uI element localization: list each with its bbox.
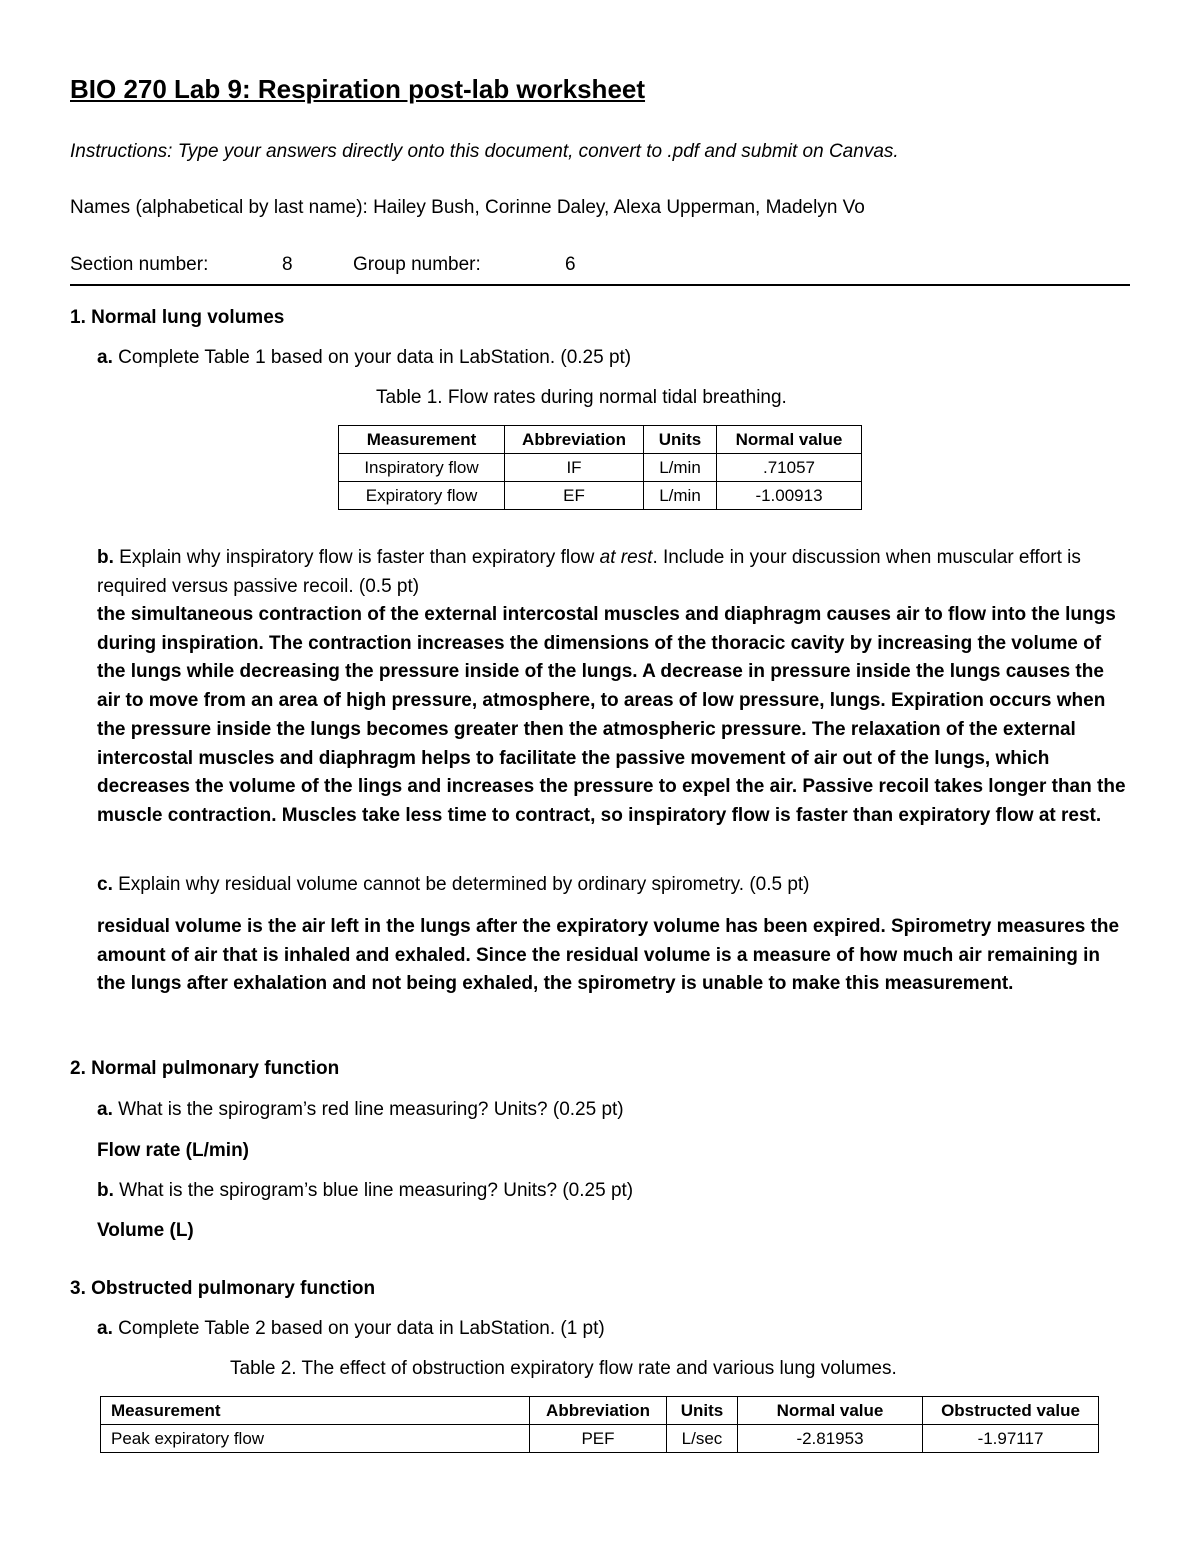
table1-header-cell: Abbreviation [505, 426, 644, 454]
q1b-text-end: . Include in your discussion when muscular effort is required versus passive recoil. (0.5 pt) [97, 547, 1081, 597]
instructions-text: Instructions: Type your answers directly onto this document, convert to .pdf and submit on Canvas. [70, 141, 899, 162]
table2 [100, 1396, 1099, 1453]
group-value: 6 [565, 254, 576, 275]
table-cell: PEF [530, 1425, 667, 1453]
table-row [339, 454, 862, 482]
q1b-marker: b. [97, 547, 114, 568]
q2b-answer: Volume (L) [97, 1220, 194, 1241]
q1c-answer: residual volume is the air left in the lungs after the expiratory volume has been expired. Spirometry measures the amount of air that is inhaled and exhaled. Since the residual volume is a measure of how much air remaining in the lungs after exhalation and not being exhaled, the spirometry is unable to make this measurement. [97, 916, 1120, 995]
table2-header-cell: Measurement [101, 1397, 530, 1425]
q3a-prompt [97, 1318, 605, 1340]
q2a-text: What is the spirogram’s red line measuring? Units? (0.25 pt) [112, 1099, 624, 1120]
q1c-text: Explain why residual volume cannot be determined by ordinary spirometry. (0.5 pt) [112, 874, 810, 895]
q1b-answer: the simultaneous contraction of the external intercostal muscles and diaphragm causes air to flow into the lungs during inspiration. The contraction increases the dimensions of the thoracic cavity by increasing the volume of the lungs while decreasing the pressure inside of the lungs. A decrease in pressure inside the lungs causes the air to move from an area of high pressure, atmosphere, to areas of low pressure, lungs. Expiration occurs when the pressure inside the lungs becomes greater then the atmospheric pressure. The relaxation of the external intercostal muscles and diaphragm helps to facilitate the passive movement of air out of the lungs, which decreases the volume of the lings and increases the pressure to expel the air. Passive recoil takes longer than the muscle contraction. Muscles take less time to contract, so inspiratory flow is faster than expiratory flow at rest. [97, 604, 1126, 826]
table-cell: EF [505, 482, 644, 510]
q2a-marker: a. [97, 1099, 113, 1120]
q1b-prompt [97, 544, 1132, 601]
table1 [338, 425, 862, 510]
q2b-prompt [97, 1180, 633, 1202]
section-group-row [70, 254, 1130, 286]
table1-header-cell: Measurement [339, 426, 505, 454]
section-value: 8 [282, 254, 293, 275]
q1-heading: 1. Normal lung volumes [70, 307, 285, 328]
table-row [339, 482, 862, 510]
table-cell: Peak expiratory flow [101, 1425, 530, 1453]
q1a-text: Complete Table 1 based on your data in LabStation. (0.25 pt) [112, 347, 632, 368]
names-line: Names (alphabetical by last name): Hailey Bush, Corinne Daley, Alexa Upperman, Madelyn Vo [70, 197, 865, 218]
table1-caption: Table 1. Flow rates during normal tidal breathing. [376, 387, 787, 408]
section-label: Section number: [70, 254, 209, 275]
table1-header-row [339, 426, 862, 454]
q1b-text-italic: at rest [599, 547, 653, 568]
table-cell: L/min [644, 454, 717, 482]
q1b-text: Explain why inspiratory flow is faster than expiratory flow [113, 547, 600, 568]
table1-header-cell: Normal value [717, 426, 862, 454]
q2-heading: 2. Normal pulmonary function [70, 1058, 340, 1079]
table-cell: .71057 [717, 454, 862, 482]
q1a-marker: a. [97, 347, 113, 368]
table2-header-cell: Normal value [738, 1397, 923, 1425]
q2b-text: What is the spirogram’s blue line measuring? Units? (0.25 pt) [113, 1180, 634, 1201]
table2-header-cell: Abbreviation [530, 1397, 667, 1425]
table2-caption: Table 2. The effect of obstruction expiratory flow rate and various lung volumes. [230, 1358, 897, 1379]
q2a-answer: Flow rate (L/min) [97, 1140, 249, 1161]
table2-header-row [101, 1397, 1099, 1425]
q3a-text: Complete Table 2 based on your data in LabStation. (1 pt) [112, 1318, 605, 1339]
q1c-prompt [97, 874, 810, 896]
q3-heading: 3. Obstructed pulmonary function [70, 1278, 376, 1299]
page-title: BIO 270 Lab 9: Respiration post-lab worksheet [70, 74, 646, 104]
table2-header-cell: Units [667, 1397, 738, 1425]
table-cell: Expiratory flow [339, 482, 505, 510]
q1c-marker: c. [97, 874, 113, 895]
table-cell: L/min [644, 482, 717, 510]
table2-header-cell: Obstructed value [923, 1397, 1099, 1425]
table-cell: IF [505, 454, 644, 482]
table-cell: -1.00913 [717, 482, 862, 510]
q2a-prompt [97, 1099, 624, 1121]
q1a-prompt [97, 347, 631, 369]
table-cell: -1.97117 [923, 1425, 1099, 1453]
table-cell: Inspiratory flow [339, 454, 505, 482]
table1-header-cell: Units [644, 426, 717, 454]
q3a-marker: a. [97, 1318, 113, 1339]
q2b-marker: b. [97, 1180, 114, 1201]
table-row [101, 1425, 1099, 1453]
table-cell: -2.81953 [738, 1425, 923, 1453]
group-label: Group number: [353, 254, 481, 275]
table-cell: L/sec [667, 1425, 738, 1453]
